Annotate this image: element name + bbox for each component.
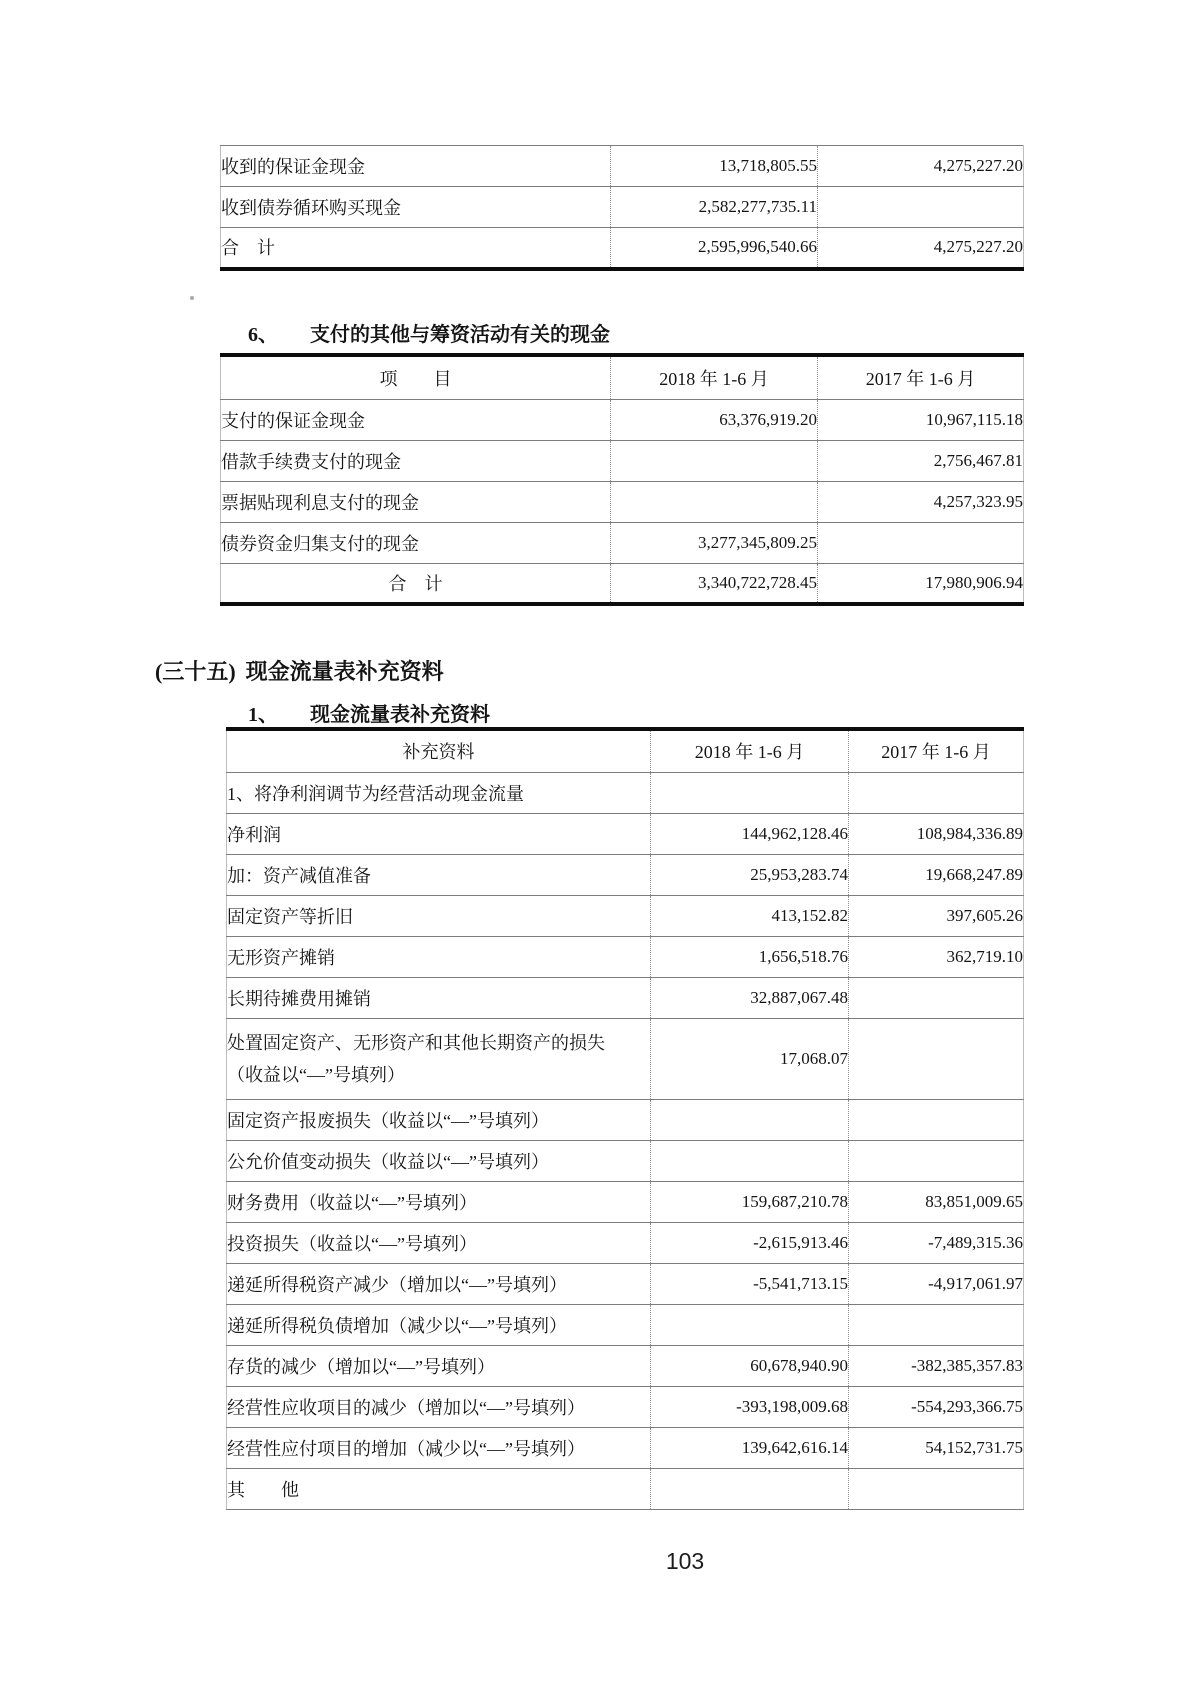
value-2017-cell: 397,605.26	[849, 895, 1024, 936]
value-2018-cell	[611, 440, 818, 481]
value-2017-cell: 4,275,227.20	[818, 146, 1024, 187]
table-row	[227, 1345, 1024, 1386]
table-header-row	[221, 355, 1024, 399]
table-row	[227, 1304, 1024, 1345]
section-6-title: 支付的其他与筹资活动有关的现金	[310, 324, 610, 346]
subsection-1-heading	[248, 698, 490, 727]
item-label-cell: 固定资产等折旧	[227, 906, 353, 927]
table-row	[221, 228, 1024, 269]
table-row	[227, 1386, 1024, 1427]
financing-payments-table	[220, 353, 1024, 606]
item-label-cell: 公允价值变动损失（收益以“—”号填列）	[227, 1151, 549, 1172]
value-2018-cell	[651, 1468, 849, 1509]
table-row	[221, 187, 1024, 228]
column-header-item: 项 目	[379, 368, 452, 389]
table-row	[227, 1018, 1024, 1099]
value-2018-cell	[651, 1099, 849, 1140]
value-2017-cell: 17,980,906.94	[818, 563, 1024, 604]
value-2017-cell	[849, 1468, 1024, 1509]
value-2018-cell: 159,687,210.78	[651, 1181, 849, 1222]
table-row	[227, 1263, 1024, 1304]
value-2017-cell	[849, 772, 1024, 813]
value-2017-cell: 4,257,323.95	[818, 481, 1024, 522]
item-label-cell: 投资损失（收益以“—”号填列）	[227, 1233, 477, 1254]
value-2017-cell: 19,668,247.89	[849, 854, 1024, 895]
item-label-cell: 固定资产报废损失（收益以“—”号填列）	[227, 1110, 549, 1131]
subsection-1-number: 1、	[248, 704, 278, 726]
value-2018-cell: 13,718,805.55	[611, 146, 818, 187]
table-row	[227, 895, 1024, 936]
value-2017-cell: 10,967,115.18	[818, 399, 1024, 440]
item-label-cell: 财务费用（收益以“—”号填列）	[227, 1192, 477, 1213]
item-label-cell: 净利润	[227, 824, 281, 845]
value-2017-cell	[849, 1099, 1024, 1140]
value-2017-cell: -382,385,357.83	[849, 1345, 1024, 1386]
item-label-cell: 经营性应付项目的增加（减少以“—”号填列）	[227, 1438, 585, 1459]
table-row	[227, 1099, 1024, 1140]
section-35-number: (三十五)	[155, 659, 236, 684]
item-label-cell: 票据贴现利息支付的现金	[221, 492, 419, 513]
section-6-heading	[248, 318, 610, 347]
value-2018-cell: 413,152.82	[651, 895, 849, 936]
value-2018-cell: -393,198,009.68	[651, 1386, 849, 1427]
table-row	[227, 813, 1024, 854]
value-2018-cell: 3,277,345,809.25	[611, 522, 818, 563]
table-row	[221, 399, 1024, 440]
table-row	[227, 1468, 1024, 1509]
value-2017-cell	[849, 1018, 1024, 1099]
table-row	[221, 563, 1024, 604]
section-6-number: 6、	[248, 324, 278, 346]
column-header-2017: 2017 年 1-6 月	[818, 355, 1024, 399]
item-label-cell: 加：资产减值准备	[227, 865, 371, 886]
value-2017-cell: 108,984,336.89	[849, 813, 1024, 854]
value-2017-cell: -4,917,061.97	[849, 1263, 1024, 1304]
value-2017-cell	[849, 1304, 1024, 1345]
item-label-cell: 收到债券循环购买现金	[221, 198, 401, 218]
column-header-item: 补充资料	[402, 742, 475, 763]
table-row	[227, 977, 1024, 1018]
financing-receipts-table-body	[221, 146, 1024, 269]
table-row	[227, 1140, 1024, 1181]
item-label-cell: 债券资金归集支付的现金	[221, 533, 419, 554]
item-label-cell: 支付的保证金现金	[221, 410, 365, 431]
value-2018-cell: 2,595,996,540.66	[611, 228, 818, 269]
table-row	[227, 854, 1024, 895]
value-2018-cell: 139,642,616.14	[651, 1427, 849, 1468]
item-label-cell: 合 计	[388, 573, 443, 594]
financing-receipts-table	[220, 145, 1024, 271]
value-2018-cell	[651, 1304, 849, 1345]
column-header-2018: 2018 年 1-6 月	[651, 729, 849, 772]
value-2017-cell: 83,851,009.65	[849, 1181, 1024, 1222]
value-2018-cell	[611, 481, 818, 522]
value-2018-cell	[651, 772, 849, 813]
table-row	[221, 146, 1024, 187]
value-2018-cell: 25,953,283.74	[651, 854, 849, 895]
table-row	[227, 1222, 1024, 1263]
section-35-heading	[155, 655, 444, 686]
value-2018-cell: 2,582,277,735.11	[611, 187, 818, 228]
value-2018-cell: 17,068.07	[651, 1018, 849, 1099]
section-35-title: 现金流量表补充资料	[245, 659, 444, 684]
item-label-cell: 存货的减少（增加以“—”号填列）	[227, 1356, 495, 1377]
value-2018-cell: 144,962,128.46	[651, 813, 849, 854]
value-2018-cell: 3,340,722,728.45	[611, 563, 818, 604]
column-header-2017: 2017 年 1-6 月	[849, 729, 1024, 772]
cashflow-supplement-table	[226, 727, 1024, 1510]
table-row	[221, 522, 1024, 563]
item-label-cell: 递延所得税负债增加（减少以“—”号填列）	[227, 1315, 567, 1336]
item-label-cell: 递延所得税资产减少（增加以“—”号填列）	[227, 1274, 567, 1295]
value-2018-cell: -2,615,913.46	[651, 1222, 849, 1263]
table-row	[221, 481, 1024, 522]
item-label-cell: 处置固定资产、无形资产和其他长期资产的损失 （收益以“—”号填列）	[227, 1032, 605, 1085]
item-label-cell: 收到的保证金现金	[221, 157, 365, 177]
value-2018-cell	[651, 1140, 849, 1181]
value-2017-cell: 362,719.10	[849, 936, 1024, 977]
value-2017-cell: 2,756,467.81	[818, 440, 1024, 481]
value-2017-cell	[818, 522, 1024, 563]
value-2018-cell: 60,678,940.90	[651, 1345, 849, 1386]
value-2018-cell: 1,656,518.76	[651, 936, 849, 977]
scan-speck	[190, 296, 194, 300]
value-2017-cell: 54,152,731.75	[849, 1427, 1024, 1468]
cashflow-supplement-table-body	[227, 772, 1024, 1509]
value-2018-cell: -5,541,713.15	[651, 1263, 849, 1304]
item-label-cell: 其 他	[227, 1479, 299, 1500]
financing-payments-table-body	[221, 399, 1024, 604]
item-label-cell: 无形资产摊销	[227, 947, 335, 968]
value-2017-cell	[818, 187, 1024, 228]
table-row	[221, 440, 1024, 481]
item-label-cell: 借款手续费支付的现金	[221, 451, 401, 472]
item-label-cell: 长期待摊费用摊销	[227, 988, 371, 1009]
value-2017-cell	[849, 977, 1024, 1018]
column-header-2018: 2018 年 1-6 月	[611, 355, 818, 399]
value-2017-cell: 4,275,227.20	[818, 228, 1024, 269]
value-2017-cell: -7,489,315.36	[849, 1222, 1024, 1263]
table-row	[227, 1427, 1024, 1468]
value-2017-cell: -554,293,366.75	[849, 1386, 1024, 1427]
item-label-cell: 合 计	[221, 238, 275, 259]
table-row	[227, 1181, 1024, 1222]
item-label-cell: 1、将净利润调节为经营活动现金流量	[227, 783, 524, 804]
value-2018-cell: 63,376,919.20	[611, 399, 818, 440]
subsection-1-title: 现金流量表补充资料	[310, 704, 490, 726]
table-row	[227, 772, 1024, 813]
value-2017-cell	[849, 1140, 1024, 1181]
item-label-cell: 经营性应收项目的减少（增加以“—”号填列）	[227, 1397, 585, 1418]
page-number: 103	[665, 1548, 705, 1574]
table-row	[227, 936, 1024, 977]
table-header-row	[227, 729, 1024, 772]
value-2018-cell: 32,887,067.48	[651, 977, 849, 1018]
